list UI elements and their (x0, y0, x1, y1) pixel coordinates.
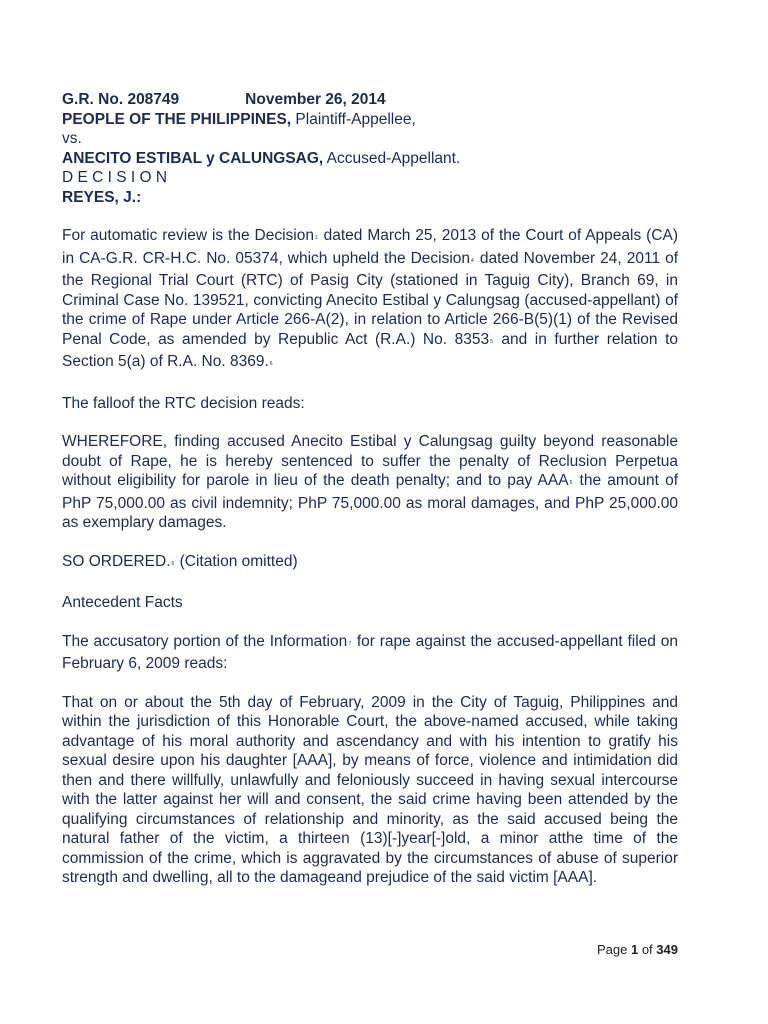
paragraph-so-ordered (62, 552, 678, 575)
text-run: and in further relation to Section 5(a) of R.A. No. 8369. (62, 330, 678, 370)
paragraph-fallo-intro: The falloof the RTC decision reads: (62, 394, 305, 412)
page-number: 1 (630, 942, 639, 957)
footnote-ref[interactable]: 1 (314, 235, 318, 241)
text-run: dated March 25, 2013 of the Court of Appeals (CA) in CA-G.R. CR-H.C. No. 05374, which upheld the Decision (62, 227, 678, 267)
paragraph-wherefore (62, 432, 678, 533)
accused-role: Accused-Appellant. (323, 149, 461, 167)
page-word: Page (597, 942, 631, 957)
plaintiff-line (62, 110, 678, 130)
footnote-ref[interactable]: 5 (490, 338, 493, 345)
text-run: WHEREFORE, finding accused Anecito Estibal y Calungsag guilty beyond reasonable doubt of Rape, he is hereby sentenced to suffer the penalty of Reclusion Perpetua without eligibility for parole in lieu of the death penalty; and to pay AAA (62, 433, 678, 489)
text-run: The accusatory portion of the Information (62, 632, 348, 650)
document-page (62, 90, 678, 888)
text-run: the amount of PhP 75,000.00 as civil indemnity; PhP 75,000.00 as moral damages, and PhP 25,000.00 as exemplary damages. (62, 472, 679, 531)
case-number-line (62, 90, 678, 110)
plaintiff-name: PEOPLE OF THE PHILIPPINES, (62, 110, 292, 128)
page-footer (597, 942, 678, 957)
paragraph-accusatory (62, 632, 678, 674)
gr-number: G.R. No. 208749 (62, 91, 180, 108)
footnote-ref[interactable]: 4 (471, 257, 474, 264)
of-word: of (638, 942, 657, 957)
paragraph-review (62, 226, 678, 375)
plaintiff-role: Plaintiff-Appellee, (291, 110, 416, 128)
paragraph-information: That on or about the 5th day of February, 2009 in the City of Taguig, Philippines and within the jurisdiction of this Honorable Court, the above-named accused, while taking advantage of his moral authority and ascendancy and with his intention to gratify his sexual desire upon his daughter [AAA], by means of force, violence and intimidation did then and there willfully, unlawfully and feloniously succeed in having sexual intercourse with the latter against her will and consent, the said crime having been attended by the qualifying circumstances of relationship and minority, as the said accused being the natural father of the victim, a thirteen (13)[-]year[-]old, a minor atthe time of the commission of the crime, which is aggravated by the circumstances of abuse of superior strength and dwelling, all to the damageand prejudice of the said victim [AAA]. (62, 693, 678, 886)
accused-name: ANECITO ESTIBAL y CALUNGSAG, (62, 149, 324, 167)
versus: vs. (62, 130, 82, 147)
text-run: dated November 24, 2011 of the Regional Trial Court (RTC) of Pasig City (stationed in Taguig City), Branch 69, in Criminal Case No. 139521, convicting Anecito Estibal y Calungsag (accused-appellant) of the crime of Rape under Article 266-A(2), in relation to Article 266-B(5)(1) of the Revised Penal Code, as amended by Republic Act (R.A.) No. 8353 (62, 249, 679, 348)
ponente: REYES, J.: (62, 188, 142, 206)
footnote-ref[interactable]: 6 (171, 560, 175, 567)
text-run: For automatic review is the Decision (62, 227, 314, 244)
footnote-ref[interactable]: 7 (348, 640, 352, 647)
text-run: for rape against the accused-appellant filed on February 6, 2009 reads: (62, 632, 678, 672)
decision-heading: D E C I S I O N (62, 169, 168, 186)
accused-line (62, 149, 678, 169)
footnote-ref[interactable]: 5 (569, 480, 573, 486)
decision-date: November 26, 2014 (245, 91, 386, 108)
page-total: 349 (656, 942, 678, 957)
text-run: (Citation omitted) (175, 552, 298, 570)
section-heading-antecedent-facts: Antecedent Facts (62, 594, 183, 611)
text-run: SO ORDERED. (62, 552, 171, 570)
footnote-ref[interactable]: 6 (269, 361, 273, 367)
